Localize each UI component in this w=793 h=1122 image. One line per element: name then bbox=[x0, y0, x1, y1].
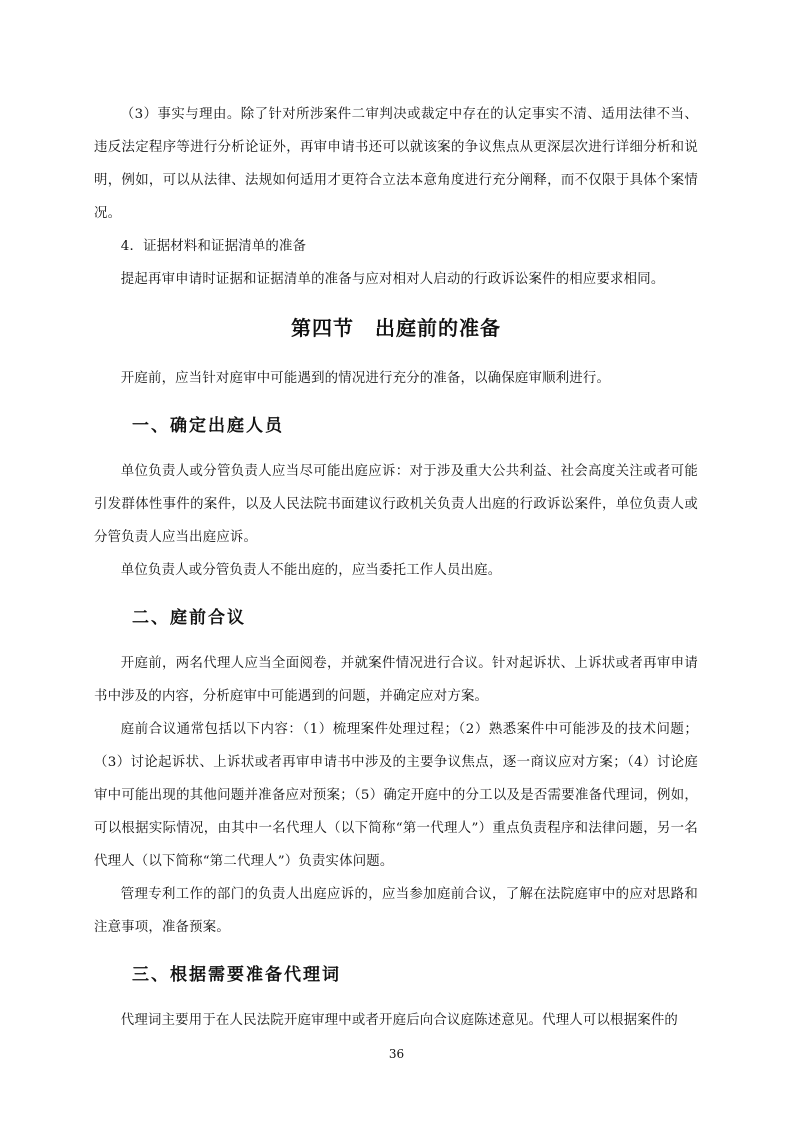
document-page bbox=[94, 98, 698, 1037]
paragraph-evidence-list: 提起再审申请时证据和证据清单的准备与应对相对人启动的行政诉讼案件的相应要求相同。 bbox=[120, 272, 665, 287]
section-title: 第四节 出庭前的准备 bbox=[291, 316, 501, 340]
paragraph-discussion-2: 庭前合议通常包括以下内容：（1）梳理案件处理过程；（2）熟悉案件中可能涉及的技术问题；（3）讨论起诉状、上诉状或者再审申请书中涉及的主要争议焦点，逐一商议应对方案；（4）讨论庭审中可能出现的其他问题并准备应对预案；（5）确定开庭中的分工以及是否需要准备代理词，例如，可以根据实际情况，由其中一名代理人（以下简称“第一代理人”）重点负责程序和法律问题，另一名代理人（以下简称“第二代理人”）负责实体问题。 bbox=[94, 722, 698, 869]
paragraph-personnel-1: 单位负责人或分管负责人应当尽可能出庭应诉：对于涉及重大公共利益、社会高度关注或者可能引发群体性事件的案件，以及人民法院书面建议行政机关负责人出庭的行政诉讼案件，单位负责人或分管负责人应当出庭应诉。 bbox=[94, 464, 698, 545]
paragraph-facts-and-reasons: （3）事实与理由。除了针对所涉案件二审判决或裁定中存在的认定事实不清、适用法律不当、违反法定程序等进行分析论证外，再审申请书还可以就该案的争议焦点从更深层次进行详细分析和说明，例如，可以从法律、法规如何适用才更符合立法本意角度进行充分阐释，而不仅限于具体个案情况。 bbox=[94, 107, 698, 221]
heading-pretrial-discussion: 二、庭前合议 bbox=[132, 608, 246, 628]
paragraph-evidence-heading: 4．证据材料和证据清单的准备 bbox=[120, 239, 307, 254]
heading-agency-statement: 三、根据需要准备代理词 bbox=[132, 965, 341, 985]
page-number: 36 bbox=[388, 1047, 405, 1061]
paragraph-personnel-2: 单位负责人或分管负责人不能出庭的，应当委托工作人员出庭。 bbox=[120, 563, 502, 578]
paragraph-agency-statement: 代理词主要用于在人民法院开庭审理中或者开庭后向合议庭陈述意见。代理人可以根据案件的 bbox=[120, 1013, 679, 1028]
section-intro: 开庭前，应当针对庭审中可能遇到的情况进行充分的准备，以确保庭审顺利进行。 bbox=[120, 371, 611, 386]
paragraph-discussion-3: 管理专利工作的部门的负责人出庭应诉的，应当参加庭前合议，了解在法院庭审中的应对思路和注意事项，准备预案。 bbox=[94, 887, 698, 935]
heading-determine-personnel: 一、确定出庭人员 bbox=[132, 416, 284, 436]
paragraph-discussion-1: 开庭前，两名代理人应当全面阅卷，并就案件情况进行合议。针对起诉状、上诉状或者再审申请书中涉及的内容，分析庭审中可能遇到的问题，并确定应对方案。 bbox=[94, 656, 698, 704]
